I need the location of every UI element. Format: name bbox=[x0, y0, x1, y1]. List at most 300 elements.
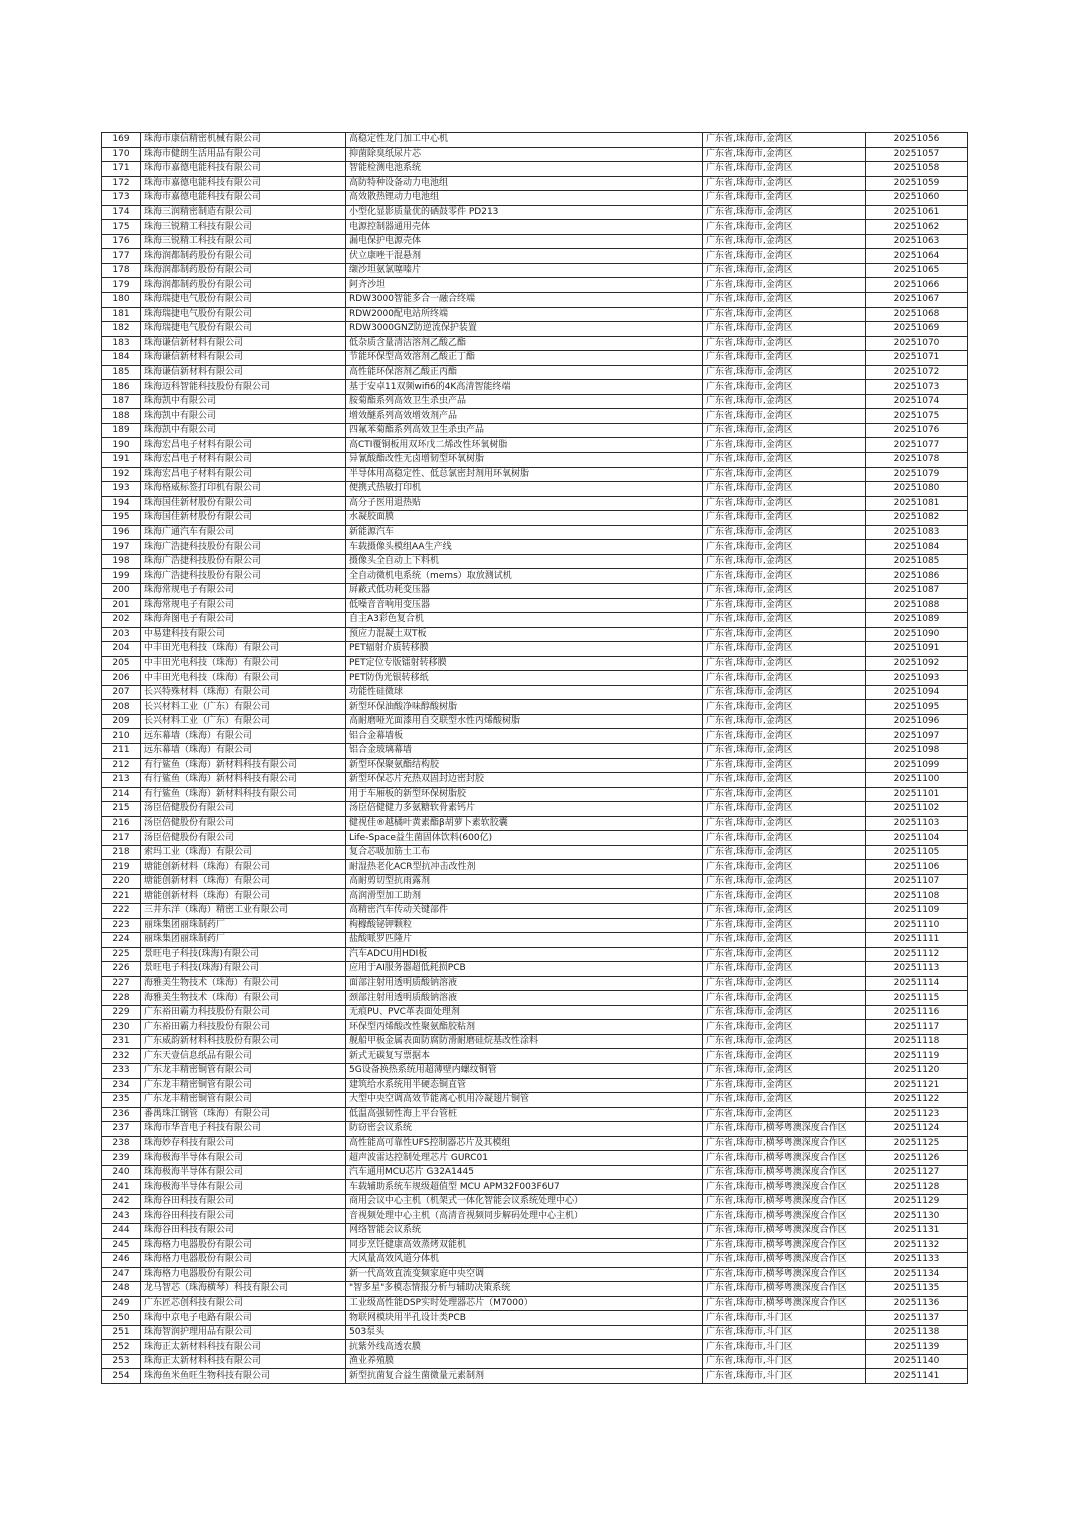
cell-product: 5G设备换热系统用超薄壁内螺纹铜管 bbox=[346, 1064, 703, 1079]
cell-product: 高性能高可靠性UFS控制器芯片及其模组 bbox=[346, 1136, 703, 1151]
table-row bbox=[102, 133, 968, 148]
cell-seq-no: 198 bbox=[102, 554, 141, 569]
cell-product: 无痕PU、PVC革表面处理剂 bbox=[346, 1005, 703, 1020]
table-row bbox=[102, 1224, 968, 1239]
cell-seq-no: 173 bbox=[102, 191, 141, 206]
cell-region: 广东省,珠海市,金湾区 bbox=[703, 147, 866, 162]
table-row bbox=[102, 1267, 968, 1282]
cell-code: 20251126 bbox=[866, 1151, 968, 1166]
cell-company: 珠海奔图电子有限公司 bbox=[141, 613, 346, 628]
table-body bbox=[102, 133, 968, 1384]
cell-code: 20251089 bbox=[866, 613, 968, 628]
cell-company: 海雅美生物技术（珠海）有限公司 bbox=[141, 976, 346, 991]
cell-region: 广东省,珠海市,金湾区 bbox=[703, 365, 866, 380]
cell-seq-no: 185 bbox=[102, 365, 141, 380]
cell-code: 20251139 bbox=[866, 1340, 968, 1355]
table-row bbox=[102, 947, 968, 962]
cell-code: 20251102 bbox=[866, 802, 968, 817]
cell-product: 屏蔽式低功耗变压器 bbox=[346, 583, 703, 598]
table-row bbox=[102, 293, 968, 308]
cell-region: 广东省,珠海市,金湾区 bbox=[703, 976, 866, 991]
cell-region: 广东省,珠海市,金湾区 bbox=[703, 613, 866, 628]
cell-seq-no: 233 bbox=[102, 1064, 141, 1079]
cell-region: 广东省,珠海市,金湾区 bbox=[703, 351, 866, 366]
cell-product: 高CTI覆铜板用双环戊二烯改性环氧树脂 bbox=[346, 438, 703, 453]
cell-company: 珠海广浩捷科技股份有限公司 bbox=[141, 569, 346, 584]
cell-company: 广东裕田霸力科技股份有限公司 bbox=[141, 1020, 346, 1035]
cell-region: 广东省,珠海市,金湾区 bbox=[703, 1078, 866, 1093]
cell-product: 四氟苯菊酯系列高效卫生杀虫产品 bbox=[346, 423, 703, 438]
cell-company: 珠海谦信新材料有限公司 bbox=[141, 365, 346, 380]
cell-code: 20251065 bbox=[866, 263, 968, 278]
table-row bbox=[102, 714, 968, 729]
cell-region: 广东省,珠海市,金湾区 bbox=[703, 423, 866, 438]
cell-company: 长兴材料工业（广东）有限公司 bbox=[141, 700, 346, 715]
cell-code: 20251108 bbox=[866, 889, 968, 904]
cell-company: 珠海格力电器股份有限公司 bbox=[141, 1253, 346, 1268]
table-row bbox=[102, 918, 968, 933]
cell-code: 20251075 bbox=[866, 409, 968, 424]
cell-code: 20251071 bbox=[866, 351, 968, 366]
cell-product: 异氰酸酯改性无卤增韧型环氧树脂 bbox=[346, 453, 703, 468]
cell-region: 广东省,珠海市,金湾区 bbox=[703, 249, 866, 264]
cell-seq-no: 248 bbox=[102, 1282, 141, 1297]
cell-code: 20251122 bbox=[866, 1093, 968, 1108]
cell-region: 广东省,珠海市,金湾区 bbox=[703, 598, 866, 613]
cell-company: 珠海正太新材料科技有限公司 bbox=[141, 1340, 346, 1355]
cell-code: 20251056 bbox=[866, 133, 968, 148]
cell-company: 汤臣倍健股份有限公司 bbox=[141, 831, 346, 846]
table-row bbox=[102, 1136, 968, 1151]
cell-company: 珠海迈科智能科技股份有限公司 bbox=[141, 380, 346, 395]
cell-region: 广东省,珠海市,金湾区 bbox=[703, 234, 866, 249]
cell-product: RDW2000配电站所终端 bbox=[346, 307, 703, 322]
table-row bbox=[102, 176, 968, 191]
table-row bbox=[102, 1209, 968, 1224]
cell-seq-no: 227 bbox=[102, 976, 141, 991]
cell-region: 广东省,珠海市,金湾区 bbox=[703, 903, 866, 918]
cell-product: 健视佳®越橘叶黄素酯β胡萝卜素软胶囊 bbox=[346, 816, 703, 831]
cell-seq-no: 179 bbox=[102, 278, 141, 293]
cell-code: 20251079 bbox=[866, 467, 968, 482]
cell-company: 珠海凯中有限公司 bbox=[141, 409, 346, 424]
cell-region: 广东省,珠海市,金湾区 bbox=[703, 714, 866, 729]
cell-region: 广东省,珠海市,金湾区 bbox=[703, 816, 866, 831]
table-row bbox=[102, 1107, 968, 1122]
cell-product: 节能环保型高效溶剂乙酸正丁酯 bbox=[346, 351, 703, 366]
cell-company: 汤臣倍健股份有限公司 bbox=[141, 816, 346, 831]
cell-company: 珠海宏昌电子材料有限公司 bbox=[141, 438, 346, 453]
cell-company: 珠海极海半导体有限公司 bbox=[141, 1165, 346, 1180]
cell-company: 有行鲨鱼（珠海）新材料科技有限公司 bbox=[141, 773, 346, 788]
cell-region: 广东省,珠海市,金湾区 bbox=[703, 453, 866, 468]
cell-code: 20251128 bbox=[866, 1180, 968, 1195]
cell-region: 广东省,珠海市,金湾区 bbox=[703, 293, 866, 308]
table-row bbox=[102, 278, 968, 293]
cell-seq-no: 237 bbox=[102, 1122, 141, 1137]
cell-product: 面部注射用透明质酸钠溶液 bbox=[346, 976, 703, 991]
cell-code: 20251060 bbox=[866, 191, 968, 206]
cell-code: 20251112 bbox=[866, 947, 968, 962]
cell-seq-no: 229 bbox=[102, 1005, 141, 1020]
cell-code: 20251130 bbox=[866, 1209, 968, 1224]
cell-seq-no: 210 bbox=[102, 729, 141, 744]
cell-seq-no: 189 bbox=[102, 423, 141, 438]
cell-product: 商用会议中心主机（机架式一体化智能会议系统处理中心） bbox=[346, 1194, 703, 1209]
cell-product: 预应力混凝土双T板 bbox=[346, 627, 703, 642]
table-row bbox=[102, 1049, 968, 1064]
cell-product: 汤臣倍健健力多氨糖软骨素钙片 bbox=[346, 802, 703, 817]
cell-region: 广东省,珠海市,金湾区 bbox=[703, 322, 866, 337]
cell-product: 工业级高性能DSP实时处理器芯片（M7000） bbox=[346, 1296, 703, 1311]
cell-product: 低噪音音响用变压器 bbox=[346, 598, 703, 613]
table-row bbox=[102, 685, 968, 700]
cell-region: 广东省,珠海市,斗门区 bbox=[703, 1325, 866, 1340]
cell-product: 高耐剪切型抗雨露剂 bbox=[346, 874, 703, 889]
cell-seq-no: 193 bbox=[102, 482, 141, 497]
cell-product: 用于车厢板的新型环保树脂胶 bbox=[346, 787, 703, 802]
cell-seq-no: 170 bbox=[102, 147, 141, 162]
product-list-table bbox=[101, 132, 968, 1384]
cell-region: 广东省,珠海市,横琴粤澳深度合作区 bbox=[703, 1253, 866, 1268]
table-row bbox=[102, 1034, 968, 1049]
cell-company: 珠海宏昌电子材料有限公司 bbox=[141, 453, 346, 468]
cell-code: 20251080 bbox=[866, 482, 968, 497]
cell-product: 新一代高效直流变频家庭中央空调 bbox=[346, 1267, 703, 1282]
cell-seq-no: 199 bbox=[102, 569, 141, 584]
cell-company: 珠海谷田科技有限公司 bbox=[141, 1224, 346, 1239]
cell-seq-no: 190 bbox=[102, 438, 141, 453]
table-row bbox=[102, 438, 968, 453]
cell-seq-no: 209 bbox=[102, 714, 141, 729]
cell-region: 广东省,珠海市,斗门区 bbox=[703, 1311, 866, 1326]
cell-seq-no: 186 bbox=[102, 380, 141, 395]
cell-code: 20251137 bbox=[866, 1311, 968, 1326]
cell-product: 渔业养殖膜 bbox=[346, 1354, 703, 1369]
cell-region: 广东省,珠海市,金湾区 bbox=[703, 1049, 866, 1064]
cell-code: 20251084 bbox=[866, 540, 968, 555]
cell-product: 复合芯吸加筋土工布 bbox=[346, 845, 703, 860]
cell-seq-no: 241 bbox=[102, 1180, 141, 1195]
cell-company: 龙马智芯（珠海横琴）科技有限公司 bbox=[141, 1282, 346, 1297]
cell-company: 珠海国佳新材股份有限公司 bbox=[141, 511, 346, 526]
table-row bbox=[102, 1238, 968, 1253]
cell-seq-no: 222 bbox=[102, 903, 141, 918]
cell-region: 广东省,珠海市,金湾区 bbox=[703, 1034, 866, 1049]
cell-product: 耐湿热老化ACR型抗冲击改性剂 bbox=[346, 860, 703, 875]
table-row bbox=[102, 976, 968, 991]
cell-seq-no: 217 bbox=[102, 831, 141, 846]
cell-seq-no: 191 bbox=[102, 453, 141, 468]
cell-code: 20251106 bbox=[866, 860, 968, 875]
cell-seq-no: 232 bbox=[102, 1049, 141, 1064]
table-row bbox=[102, 627, 968, 642]
cell-seq-no: 181 bbox=[102, 307, 141, 322]
cell-region: 广东省,珠海市,金湾区 bbox=[703, 394, 866, 409]
cell-seq-no: 202 bbox=[102, 613, 141, 628]
cell-region: 广东省,珠海市,金湾区 bbox=[703, 583, 866, 598]
table-row bbox=[102, 569, 968, 584]
cell-company: 珠海鱼米鱼旺生物科技有限公司 bbox=[141, 1369, 346, 1384]
table-row bbox=[102, 263, 968, 278]
cell-product: PET防伪光银转移纸 bbox=[346, 671, 703, 686]
cell-code: 20251117 bbox=[866, 1020, 968, 1035]
cell-region: 广东省,珠海市,金湾区 bbox=[703, 918, 866, 933]
cell-region: 广东省,珠海市,金湾区 bbox=[703, 467, 866, 482]
cell-company: 景旺电子科技(珠海)有限公司 bbox=[141, 962, 346, 977]
table-row bbox=[102, 962, 968, 977]
cell-product: 新型环保油酸净味醇酸树脂 bbox=[346, 700, 703, 715]
cell-product: 汽车通用MCU芯片 G32A1445 bbox=[346, 1165, 703, 1180]
cell-company: 远东幕墙（珠海）有限公司 bbox=[141, 729, 346, 744]
cell-code: 20251125 bbox=[866, 1136, 968, 1151]
table-row bbox=[102, 394, 968, 409]
cell-code: 20251081 bbox=[866, 496, 968, 511]
table-row bbox=[102, 1078, 968, 1093]
cell-code: 20251099 bbox=[866, 758, 968, 773]
cell-product: 电源控制器通用壳体 bbox=[346, 220, 703, 235]
cell-seq-no: 192 bbox=[102, 467, 141, 482]
table-row bbox=[102, 249, 968, 264]
cell-product: 枸橼酸铋钾颗粒 bbox=[346, 918, 703, 933]
cell-seq-no: 226 bbox=[102, 962, 141, 977]
table-row bbox=[102, 365, 968, 380]
table-row bbox=[102, 554, 968, 569]
cell-company: 珠海正太新材料科技有限公司 bbox=[141, 1354, 346, 1369]
cell-company: 广东天壹信息纸品有限公司 bbox=[141, 1049, 346, 1064]
cell-region: 广东省,珠海市,金湾区 bbox=[703, 962, 866, 977]
cell-seq-no: 212 bbox=[102, 758, 141, 773]
cell-seq-no: 246 bbox=[102, 1253, 141, 1268]
cell-seq-no: 178 bbox=[102, 263, 141, 278]
table-row bbox=[102, 351, 968, 366]
cell-seq-no: 245 bbox=[102, 1238, 141, 1253]
cell-code: 20251076 bbox=[866, 423, 968, 438]
cell-region: 广东省,珠海市,横琴粤澳深度合作区 bbox=[703, 1165, 866, 1180]
cell-product: 小型化显影质量优的硒鼓零件 PD213 bbox=[346, 205, 703, 220]
cell-region: 广东省,珠海市,横琴粤澳深度合作区 bbox=[703, 1194, 866, 1209]
cell-region: 广东省,珠海市,金湾区 bbox=[703, 860, 866, 875]
cell-code: 20251070 bbox=[866, 336, 968, 351]
cell-code: 20251105 bbox=[866, 845, 968, 860]
table-row bbox=[102, 540, 968, 555]
cell-product: 防窃密会议系统 bbox=[346, 1122, 703, 1137]
cell-product: 自主A3彩色复合机 bbox=[346, 613, 703, 628]
cell-code: 20251140 bbox=[866, 1354, 968, 1369]
cell-seq-no: 228 bbox=[102, 991, 141, 1006]
cell-company: 丽珠集团丽珠制药厂 bbox=[141, 933, 346, 948]
cell-product: 缬沙坦氨氯噻嗪片 bbox=[346, 263, 703, 278]
cell-product: 水凝胶面膜 bbox=[346, 511, 703, 526]
table-row bbox=[102, 1064, 968, 1079]
table-row bbox=[102, 205, 968, 220]
cell-seq-no: 175 bbox=[102, 220, 141, 235]
cell-company: 塘能创新材料（珠海）有限公司 bbox=[141, 860, 346, 875]
cell-seq-no: 216 bbox=[102, 816, 141, 831]
cell-company: 番禺珠江钢管（珠海）有限公司 bbox=[141, 1107, 346, 1122]
cell-company: 珠海常规电子有限公司 bbox=[141, 583, 346, 598]
cell-seq-no: 254 bbox=[102, 1369, 141, 1384]
cell-company: 珠海妙存科技有限公司 bbox=[141, 1136, 346, 1151]
cell-seq-no: 169 bbox=[102, 133, 141, 148]
cell-region: 广东省,珠海市,金湾区 bbox=[703, 220, 866, 235]
cell-code: 20251131 bbox=[866, 1224, 968, 1239]
cell-product: 高效散热锂动力电池组 bbox=[346, 191, 703, 206]
cell-product: 高稳定性龙门加工中心机 bbox=[346, 133, 703, 148]
cell-region: 广东省,珠海市,横琴粤澳深度合作区 bbox=[703, 1296, 866, 1311]
cell-company: 广东威韵新材料科技股份有限公司 bbox=[141, 1034, 346, 1049]
cell-product: 建筑给水系统用半硬态铜直管 bbox=[346, 1078, 703, 1093]
cell-region: 广东省,珠海市,斗门区 bbox=[703, 1369, 866, 1384]
cell-code: 20251123 bbox=[866, 1107, 968, 1122]
cell-seq-no: 219 bbox=[102, 860, 141, 875]
cell-code: 20251129 bbox=[866, 1194, 968, 1209]
cell-code: 20251067 bbox=[866, 293, 968, 308]
cell-product: 大风量高效风道分体机 bbox=[346, 1253, 703, 1268]
cell-code: 20251072 bbox=[866, 365, 968, 380]
cell-seq-no: 201 bbox=[102, 598, 141, 613]
cell-product: 网络智能会议系统 bbox=[346, 1224, 703, 1239]
cell-code: 20251114 bbox=[866, 976, 968, 991]
cell-code: 20251118 bbox=[866, 1034, 968, 1049]
cell-region: 广东省,珠海市,金湾区 bbox=[703, 336, 866, 351]
cell-code: 20251095 bbox=[866, 700, 968, 715]
cell-product: 高耐磨哑光面漆用自交联型水性丙烯酸树脂 bbox=[346, 714, 703, 729]
cell-seq-no: 221 bbox=[102, 889, 141, 904]
cell-product: 新型环保聚氨酯结构胶 bbox=[346, 758, 703, 773]
cell-code: 20251104 bbox=[866, 831, 968, 846]
cell-company: 珠海广浩捷科技股份有限公司 bbox=[141, 540, 346, 555]
table-row bbox=[102, 700, 968, 715]
cell-company: 珠海市嘉德电能科技有限公司 bbox=[141, 176, 346, 191]
cell-region: 广东省,珠海市,金湾区 bbox=[703, 540, 866, 555]
cell-region: 广东省,珠海市,金湾区 bbox=[703, 787, 866, 802]
table-row bbox=[102, 1296, 968, 1311]
cell-product: 伏立康唑干混悬剂 bbox=[346, 249, 703, 264]
cell-region: 广东省,珠海市,金湾区 bbox=[703, 438, 866, 453]
cell-region: 广东省,珠海市,金湾区 bbox=[703, 569, 866, 584]
cell-product: 抗紫外线高透农膜 bbox=[346, 1340, 703, 1355]
cell-seq-no: 183 bbox=[102, 336, 141, 351]
cell-company: 珠海极海半导体有限公司 bbox=[141, 1151, 346, 1166]
cell-seq-no: 236 bbox=[102, 1107, 141, 1122]
cell-seq-no: 239 bbox=[102, 1151, 141, 1166]
cell-code: 20251111 bbox=[866, 933, 968, 948]
table-row bbox=[102, 874, 968, 889]
table-row bbox=[102, 1180, 968, 1195]
cell-product: 低杂质含量清洁溶剂乙酸乙酯 bbox=[346, 336, 703, 351]
cell-seq-no: 253 bbox=[102, 1354, 141, 1369]
cell-seq-no: 196 bbox=[102, 525, 141, 540]
cell-company: 三井东洋（珠海）精密工业有限公司 bbox=[141, 903, 346, 918]
cell-region: 广东省,珠海市,金湾区 bbox=[703, 947, 866, 962]
cell-seq-no: 205 bbox=[102, 656, 141, 671]
cell-company: 中丰田光电科技（珠海）有限公司 bbox=[141, 642, 346, 657]
cell-region: 广东省,珠海市,金湾区 bbox=[703, 845, 866, 860]
cell-company: 珠海市华音电子科技有限公司 bbox=[141, 1122, 346, 1137]
cell-company: 广东龙丰精密铜管有限公司 bbox=[141, 1093, 346, 1108]
cell-code: 20251121 bbox=[866, 1078, 968, 1093]
cell-code: 20251136 bbox=[866, 1296, 968, 1311]
cell-code: 20251096 bbox=[866, 714, 968, 729]
cell-company: 广东匠芯创科技有限公司 bbox=[141, 1296, 346, 1311]
cell-company: 珠海智润护理用品有限公司 bbox=[141, 1325, 346, 1340]
cell-product: 阿齐沙坦 bbox=[346, 278, 703, 293]
cell-company: 珠海市健朗生活用品有限公司 bbox=[141, 147, 346, 162]
cell-code: 20251057 bbox=[866, 147, 968, 162]
cell-region: 广东省,珠海市,斗门区 bbox=[703, 1340, 866, 1355]
cell-region: 广东省,珠海市,斗门区 bbox=[703, 1354, 866, 1369]
cell-code: 20251110 bbox=[866, 918, 968, 933]
cell-product: 漏电保护电源壳体 bbox=[346, 234, 703, 249]
cell-seq-no: 203 bbox=[102, 627, 141, 642]
cell-seq-no: 206 bbox=[102, 671, 141, 686]
cell-company: 珠海中京电子电路有限公司 bbox=[141, 1311, 346, 1326]
cell-company: 有行鲨鱼（珠海）新材料科技有限公司 bbox=[141, 758, 346, 773]
cell-code: 20251101 bbox=[866, 787, 968, 802]
cell-region: 广东省,珠海市,金湾区 bbox=[703, 758, 866, 773]
table-row bbox=[102, 831, 968, 846]
cell-code: 20251078 bbox=[866, 453, 968, 468]
table-row bbox=[102, 642, 968, 657]
cell-company: 珠海广通汽车有限公司 bbox=[141, 525, 346, 540]
cell-seq-no: 240 bbox=[102, 1165, 141, 1180]
cell-region: 广东省,珠海市,金湾区 bbox=[703, 511, 866, 526]
cell-region: 广东省,珠海市,金湾区 bbox=[703, 729, 866, 744]
cell-region: 广东省,珠海市,金湾区 bbox=[703, 482, 866, 497]
cell-seq-no: 211 bbox=[102, 743, 141, 758]
table-row bbox=[102, 1354, 968, 1369]
table-row bbox=[102, 322, 968, 337]
table-row bbox=[102, 1020, 968, 1035]
cell-company: 海雅美生物技术（珠海）有限公司 bbox=[141, 991, 346, 1006]
cell-product: 低温高强韧性海上平台管桩 bbox=[346, 1107, 703, 1122]
cell-region: 广东省,珠海市,金湾区 bbox=[703, 685, 866, 700]
table-row bbox=[102, 1369, 968, 1384]
cell-product: 新式无碳复写票据本 bbox=[346, 1049, 703, 1064]
table-row bbox=[102, 729, 968, 744]
cell-product: 高润滑型加工助剂 bbox=[346, 889, 703, 904]
cell-product: 颈部注射用透明质酸钠溶液 bbox=[346, 991, 703, 1006]
cell-seq-no: 214 bbox=[102, 787, 141, 802]
cell-company: 珠海润都制药股份有限公司 bbox=[141, 249, 346, 264]
cell-company: 珠海凯中有限公司 bbox=[141, 394, 346, 409]
cell-seq-no: 194 bbox=[102, 496, 141, 511]
cell-seq-no: 244 bbox=[102, 1224, 141, 1239]
cell-region: 广东省,珠海市,金湾区 bbox=[703, 278, 866, 293]
table-row bbox=[102, 787, 968, 802]
cell-product: "智多星"多模态情报分析与辅助决策系统 bbox=[346, 1282, 703, 1297]
cell-code: 20251064 bbox=[866, 249, 968, 264]
table-row bbox=[102, 467, 968, 482]
cell-seq-no: 213 bbox=[102, 773, 141, 788]
cell-region: 广东省,珠海市,横琴粤澳深度合作区 bbox=[703, 1180, 866, 1195]
cell-code: 20251141 bbox=[866, 1369, 968, 1384]
cell-company: 珠海三锐精工科技有限公司 bbox=[141, 220, 346, 235]
cell-seq-no: 187 bbox=[102, 394, 141, 409]
cell-region: 广东省,珠海市,金湾区 bbox=[703, 700, 866, 715]
cell-region: 广东省,珠海市,金湾区 bbox=[703, 831, 866, 846]
cell-company: 珠海三润精密制造有限公司 bbox=[141, 205, 346, 220]
cell-code: 20251132 bbox=[866, 1238, 968, 1253]
cell-company: 珠海谦信新材料有限公司 bbox=[141, 351, 346, 366]
cell-seq-no: 238 bbox=[102, 1136, 141, 1151]
cell-product: 汽车ADCU用HDI板 bbox=[346, 947, 703, 962]
table-row bbox=[102, 743, 968, 758]
cell-region: 广东省,珠海市,金湾区 bbox=[703, 1107, 866, 1122]
cell-code: 20251062 bbox=[866, 220, 968, 235]
table-row bbox=[102, 511, 968, 526]
